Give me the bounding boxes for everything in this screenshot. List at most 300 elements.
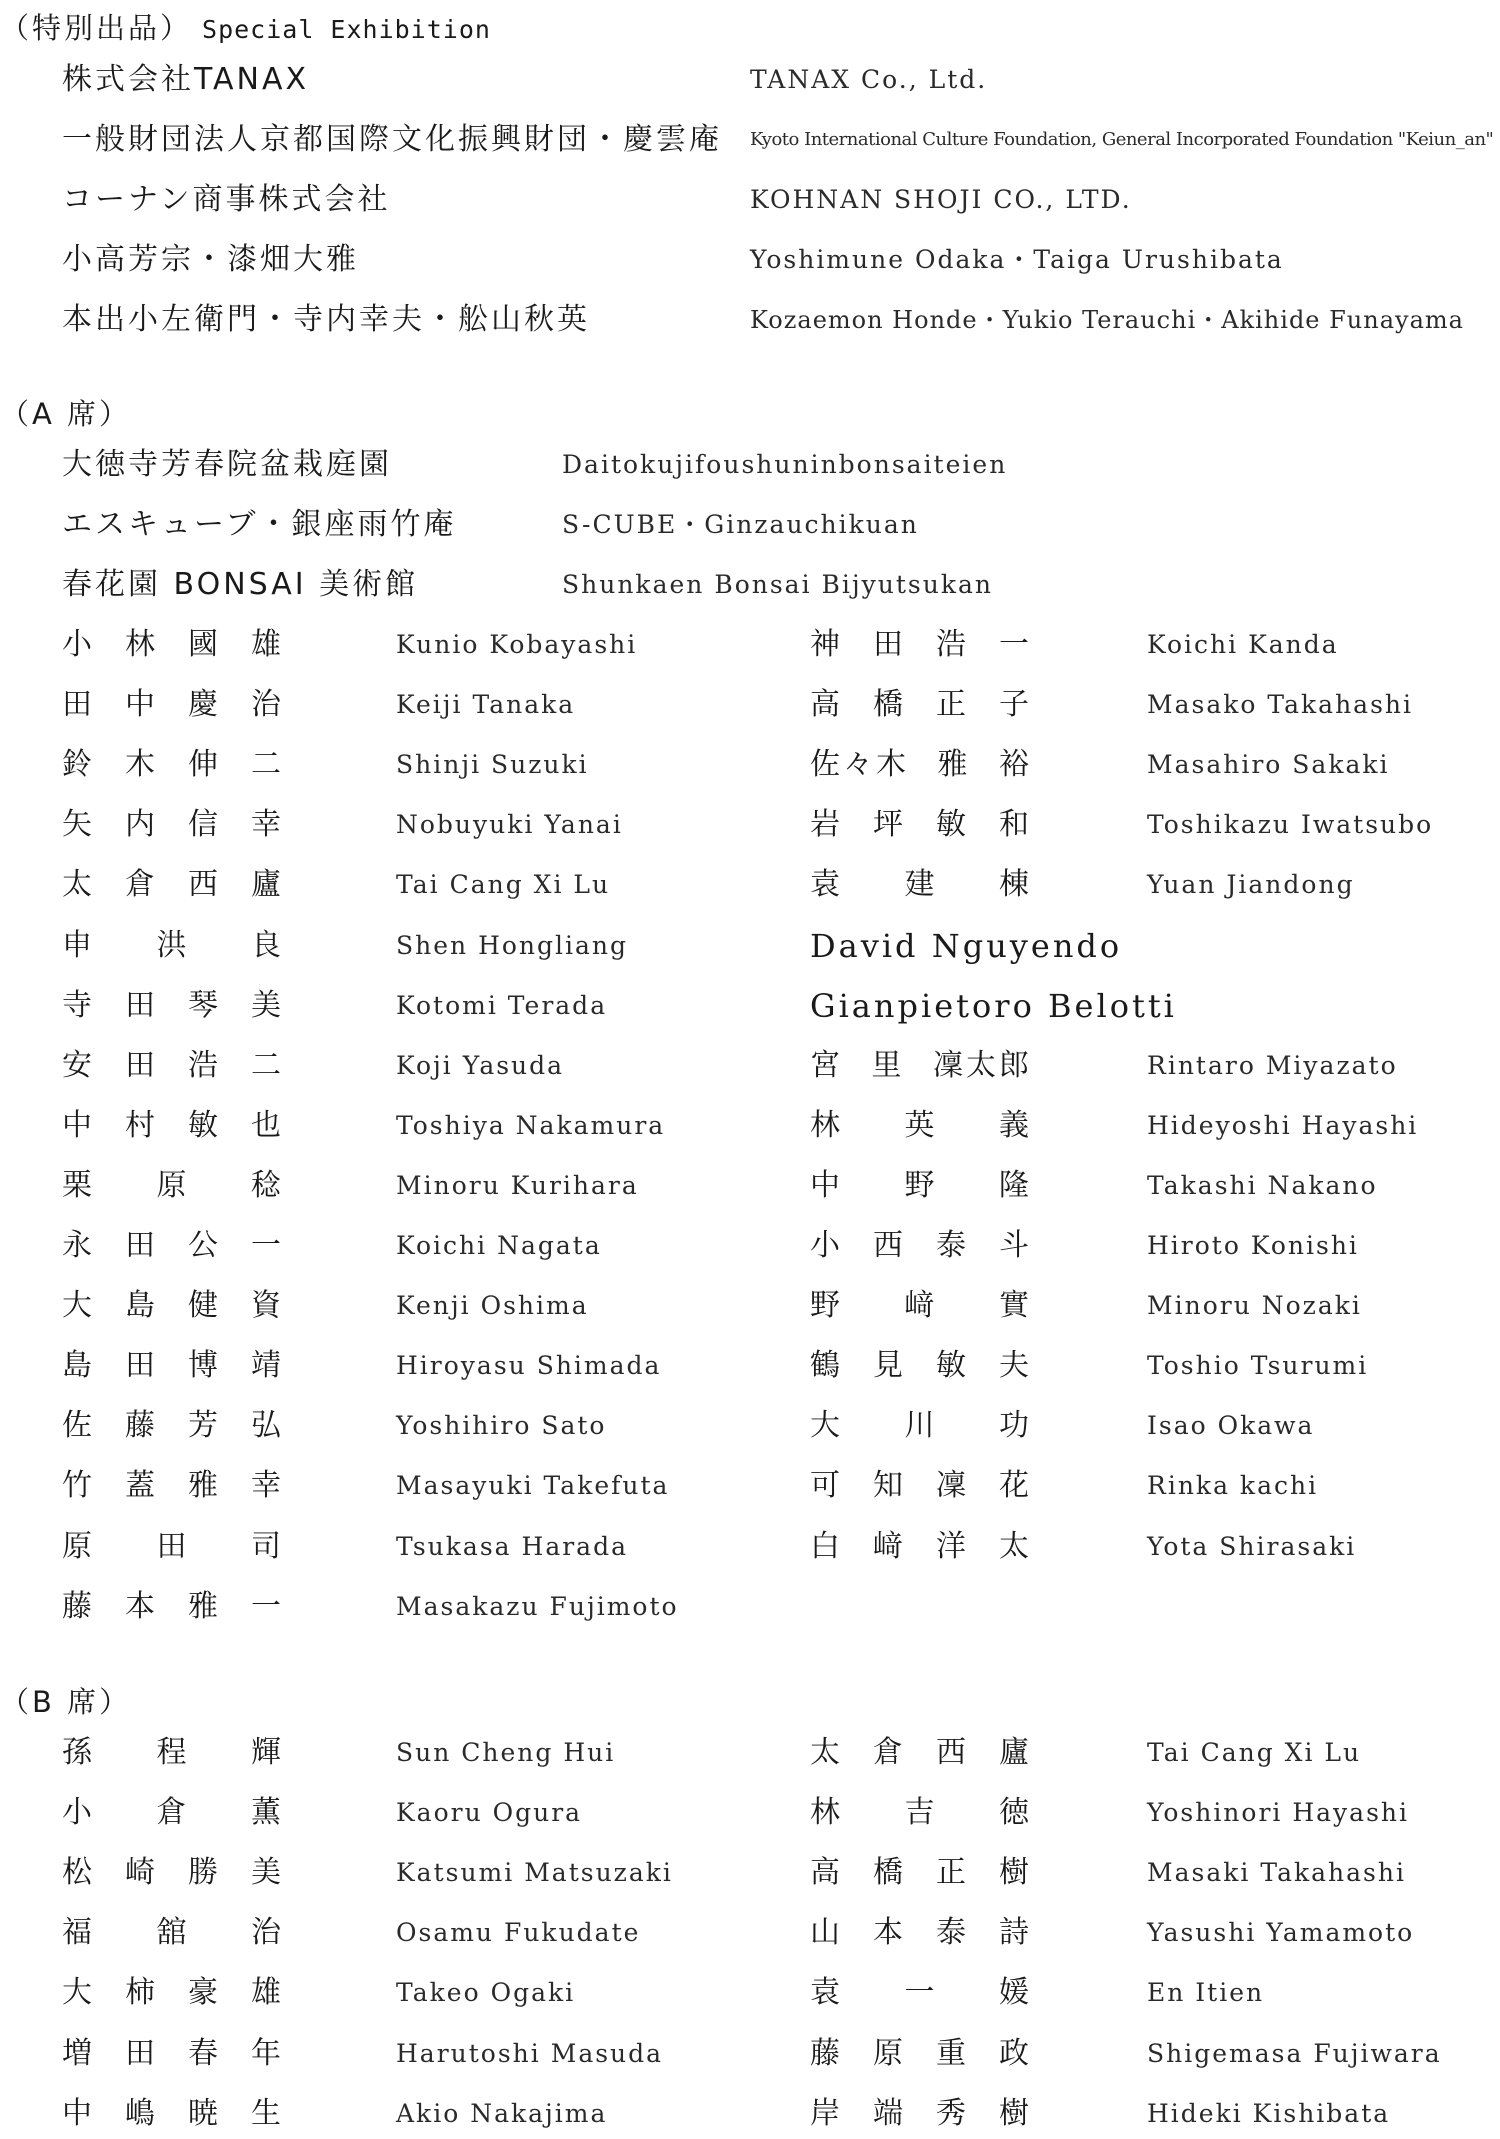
name-row	[0, 1908, 1500, 1958]
name-jp-char: 治	[251, 687, 284, 723]
name-jp-char: 良	[251, 927, 284, 963]
name-row	[0, 680, 1500, 730]
name-row	[0, 1522, 1500, 1572]
name-jp-char: 重	[936, 2035, 969, 2071]
name-jp-char: 橋	[873, 1855, 906, 1891]
name-jp-char: 中	[125, 687, 158, 723]
name-jp-char: 洪	[156, 927, 190, 963]
name-row	[0, 921, 1500, 971]
name-jp-char: 岩	[810, 807, 843, 843]
special-row-jp: 小高芳宗・漆畑大雅	[62, 242, 359, 277]
a-seat-org-row	[0, 500, 1500, 550]
name-jp-char: 林	[810, 1107, 843, 1143]
name-jp	[62, 1401, 284, 1451]
name-row	[0, 1968, 1500, 2018]
name-jp-char: 袁	[810, 1975, 843, 2011]
name-jp	[810, 1041, 1032, 1091]
name-jp-char: 野	[904, 1167, 938, 1203]
name-jp-char: 一	[251, 1228, 284, 1263]
name-row	[0, 981, 1500, 1031]
name-jp-char: 小	[810, 1228, 843, 1263]
a-seat-heading: （A 席）	[0, 397, 132, 431]
name-jp-char: 大	[62, 1288, 95, 1324]
name-jp	[810, 1341, 1032, 1391]
special-row-en: Kozaemon Honde・Yukio Terauchi・Akihide Funayama	[750, 306, 1464, 334]
special-row-jp: 本出小左衛門・寺内幸夫・舩山秋英	[62, 302, 590, 337]
name-jp-char: 中	[62, 1107, 95, 1143]
special-heading-jp: （特別出品）	[0, 11, 193, 45]
name-en: Katsumi Matsuzaki	[396, 1858, 673, 1888]
name-jp-char: 一	[999, 627, 1032, 662]
name-jp	[62, 1522, 284, 1572]
name-jp-char: 申	[62, 927, 95, 963]
special-row-en: KOHNAN SHOJI CO., LTD.	[750, 185, 1132, 214]
name-jp-char: 伸	[188, 747, 221, 783]
name-en: Sun Cheng Hui	[396, 1738, 616, 1767]
name-row	[0, 1341, 1500, 1391]
name-row	[0, 2089, 1500, 2139]
name-jp-char: 安	[62, 1047, 95, 1083]
name-jp-char: 倉	[125, 867, 158, 903]
name-jp-char: 田	[873, 627, 906, 662]
name-jp-char: 信	[188, 807, 221, 843]
name-jp-char: 樹	[999, 2095, 1032, 2131]
org-name-jp: 大徳寺芳春院盆栽庭園	[62, 447, 392, 482]
name-en: Shen Hongliang	[396, 930, 629, 960]
name-jp-char: 詩	[999, 1915, 1032, 1951]
name-en: Rintaro Miyazato	[1147, 1050, 1398, 1080]
name-en: Osamu Fukudate	[396, 1918, 641, 1948]
name-jp-char: 本	[873, 1915, 906, 1951]
name-jp-char: 田	[125, 1228, 158, 1263]
name-jp-char: 凜	[936, 1468, 969, 1504]
special-row	[0, 55, 1500, 105]
name-jp	[62, 860, 284, 910]
name-jp	[62, 921, 284, 971]
name-jp-char: 永	[62, 1228, 95, 1263]
name-en: Nobuyuki Yanai	[396, 810, 623, 840]
a-seat-org-row	[0, 560, 1500, 610]
name-jp-char: 敏	[936, 1348, 969, 1384]
name-jp-char: 崎	[125, 1855, 158, 1891]
name-jp-char: 中	[62, 2095, 95, 2131]
name-jp-char: 川	[904, 1408, 938, 1444]
name-en: Masaki Takahashi	[1147, 1858, 1406, 1888]
name-jp-char: 暁	[188, 2095, 221, 2131]
name-jp-char: 松	[62, 1855, 95, 1891]
name-jp	[62, 620, 284, 670]
name-jp	[810, 1401, 1032, 1451]
name-jp	[810, 2029, 1032, 2079]
name-jp	[62, 1582, 284, 1632]
name-en: Toshiya Nakamura	[396, 1110, 666, 1140]
name-jp-char: 鈴	[62, 747, 95, 783]
name-en: Rinka kachi	[1147, 1471, 1319, 1501]
name-jp	[62, 2029, 284, 2079]
special-row-jp: 株式会社TANAX	[62, 62, 310, 97]
name-jp	[62, 1281, 284, 1331]
name-jp-char: 舘	[156, 1915, 190, 1951]
name-jp-char: 藤	[810, 2035, 843, 2071]
name-jp-char: 正	[936, 687, 969, 723]
special-row-en: TANAX Co., Ltd.	[750, 65, 988, 94]
name-jp	[62, 1101, 284, 1151]
name-jp-char: 泰	[936, 1228, 969, 1263]
name-wide: David Nguyendo	[810, 926, 1123, 965]
name-jp-char: 雅	[937, 747, 971, 783]
name-jp-char: 木	[125, 747, 158, 783]
name-en: Kotomi Terada	[396, 990, 608, 1020]
name-jp	[810, 1101, 1032, 1151]
name-jp-char: 可	[810, 1468, 843, 1504]
name-jp-char: 斗	[999, 1228, 1032, 1263]
name-jp	[810, 860, 1032, 910]
name-jp-char: 弘	[251, 1408, 284, 1444]
name-jp-char: 端	[873, 2095, 906, 2131]
b-seat-heading: （B 席）	[0, 1685, 132, 1719]
name-jp-char: 﨑	[873, 1528, 906, 1564]
name-jp-char: 凜太郎	[933, 1047, 1032, 1083]
name-en: Koji Yasuda	[396, 1050, 565, 1080]
name-jp-char: 美	[251, 1855, 284, 1891]
name-jp-char: 栗	[62, 1167, 95, 1203]
name-jp-char: 芳	[188, 1408, 221, 1444]
name-jp	[62, 1161, 284, 1211]
name-jp-char: 勝	[188, 1855, 221, 1891]
name-jp-char: 敏	[936, 807, 969, 843]
name-jp-char: 坪	[873, 807, 906, 843]
name-en: Hiroto Konishi	[1147, 1231, 1359, 1260]
name-en: Masahiro Sakaki	[1147, 750, 1390, 780]
name-en: Koichi Nagata	[396, 1231, 602, 1260]
name-jp-char: 林	[810, 1795, 843, 1831]
name-jp-char: 孫	[62, 1735, 95, 1770]
name-jp-char: 博	[188, 1348, 221, 1384]
name-jp-char: 雄	[251, 1975, 284, 2011]
name-jp-char: 國	[188, 627, 221, 662]
special-row-jp: 一般財団法人京都国際文化振興財団・慶雲庵	[62, 122, 722, 157]
name-en: Hiroyasu Shimada	[396, 1351, 662, 1381]
name-jp	[62, 1461, 284, 1511]
name-jp-char: 藤	[62, 1588, 95, 1624]
name-jp	[62, 981, 284, 1031]
name-en: Koichi Kanda	[1147, 630, 1339, 659]
name-row	[0, 1161, 1500, 1211]
name-jp-char: 也	[251, 1107, 284, 1143]
name-jp-char: 幸	[251, 807, 284, 843]
name-jp-char: 村	[125, 1107, 158, 1143]
name-en: Harutoshi Masuda	[396, 2038, 664, 2068]
name-jp-char: 田	[125, 1348, 158, 1384]
name-jp-char: 野	[810, 1288, 843, 1324]
name-wide: Gianpietoro Belotti	[810, 986, 1177, 1025]
name-en: Yuan Jiandong	[1147, 870, 1355, 900]
name-jp-char: 倉	[156, 1795, 190, 1831]
name-jp-char: 薫	[251, 1795, 284, 1831]
name-jp	[62, 800, 284, 850]
name-jp	[62, 1221, 284, 1271]
name-jp-char: 義	[999, 1107, 1032, 1143]
name-jp-char: 神	[810, 627, 843, 662]
name-jp-char: 大	[62, 1975, 95, 2011]
name-jp	[810, 1968, 1032, 2018]
special-row	[0, 235, 1500, 285]
name-en: Isao Okawa	[1147, 1411, 1315, 1441]
name-row	[0, 1728, 1500, 1778]
name-jp-char: 田	[125, 1047, 158, 1083]
name-row	[0, 1221, 1500, 1271]
name-row	[0, 1281, 1500, 1331]
name-jp-char: 樹	[999, 1855, 1032, 1891]
name-jp	[810, 2089, 1032, 2139]
name-jp	[810, 1728, 1032, 1778]
name-jp-char: 雄	[251, 627, 284, 662]
name-row	[0, 1461, 1500, 1511]
name-jp-char: 隆	[999, 1167, 1032, 1203]
name-jp	[62, 1728, 284, 1778]
name-row	[0, 1401, 1500, 1451]
name-jp-char: 西	[188, 867, 221, 903]
name-jp-char: 知	[873, 1468, 906, 1504]
name-jp-char: 佐々木	[810, 747, 909, 783]
name-jp-char: 小	[62, 1795, 95, 1831]
name-jp-char: 太	[999, 1528, 1032, 1564]
name-jp-char: 袁	[810, 867, 843, 903]
name-jp-char: 美	[251, 987, 284, 1023]
a-seat-org-row	[0, 440, 1500, 490]
special-row	[0, 295, 1500, 345]
name-jp-char: 林	[125, 627, 158, 662]
name-jp-char: 程	[156, 1735, 190, 1770]
name-jp-char: 花	[999, 1468, 1032, 1504]
name-jp-char: 媛	[999, 1975, 1032, 2011]
name-jp-char: 見	[873, 1348, 906, 1384]
name-jp	[810, 1788, 1032, 1838]
name-en: Akio Nakajima	[396, 2098, 608, 2128]
org-name-en: S-CUBE・Ginzauchikuan	[562, 510, 919, 539]
name-jp-char: 田	[125, 987, 158, 1023]
name-jp	[62, 1341, 284, 1391]
name-en: Shigemasa Fujiwara	[1147, 2038, 1442, 2068]
name-jp-char: 建	[904, 867, 938, 903]
special-row	[0, 115, 1500, 165]
name-en: Minoru Nozaki	[1147, 1291, 1362, 1321]
special-row	[0, 175, 1500, 225]
name-jp-char: 蓋	[125, 1468, 158, 1504]
name-en: Yota Shirasaki	[1147, 1531, 1357, 1561]
name-jp	[810, 1281, 1032, 1331]
name-jp-char: 秀	[936, 2095, 969, 2131]
name-en: Minoru Kurihara	[396, 1170, 639, 1200]
name-jp-char: 浩	[188, 1047, 221, 1083]
name-jp	[810, 1848, 1032, 1898]
name-jp-char: 公	[188, 1228, 221, 1263]
name-jp-char: 廬	[999, 1735, 1032, 1770]
name-en: Yoshinori Hayashi	[1147, 1798, 1410, 1828]
name-jp-char: 西	[936, 1735, 969, 1770]
name-row	[0, 800, 1500, 850]
name-jp	[810, 1221, 1032, 1271]
name-jp-char: 藤	[125, 1408, 158, 1444]
name-en: Takashi Nakano	[1147, 1170, 1378, 1200]
name-jp-char: 島	[62, 1348, 95, 1384]
name-jp-char: 原	[873, 2035, 906, 2071]
name-jp	[62, 1848, 284, 1898]
name-jp-char: 本	[125, 1588, 158, 1624]
name-jp	[810, 680, 1032, 730]
name-jp	[810, 1908, 1032, 1958]
name-jp-char: 里	[871, 1047, 905, 1083]
name-en: Keiji Tanaka	[396, 690, 576, 720]
name-jp-char: 琴	[188, 987, 221, 1023]
name-jp-char: 﨑	[904, 1288, 938, 1324]
name-jp-char: 洋	[936, 1528, 969, 1564]
name-en: Shinji Suzuki	[396, 750, 589, 780]
name-en: Tai Cang Xi Lu	[1147, 1738, 1362, 1767]
name-jp	[810, 740, 1032, 790]
name-jp-char: 高	[810, 1855, 843, 1891]
name-jp-char: 原	[62, 1528, 95, 1564]
name-en: Yoshihiro Sato	[396, 1411, 607, 1441]
special-heading-en: Special Exhibition	[202, 15, 491, 44]
name-jp-char: 浩	[936, 627, 969, 662]
name-en: Kaoru Ogura	[396, 1798, 583, 1828]
name-jp	[62, 1908, 284, 1958]
name-row	[0, 2029, 1500, 2079]
name-jp	[62, 1041, 284, 1091]
name-jp-char: 吉	[904, 1795, 938, 1831]
name-row	[0, 860, 1500, 910]
special-row-en: Yoshimune Odaka・Taiga Urushibata	[750, 245, 1284, 274]
name-jp-char: 二	[251, 747, 284, 783]
name-jp-char: 寺	[62, 987, 95, 1023]
name-jp-char: 棟	[999, 867, 1032, 903]
name-jp-char: 資	[251, 1288, 284, 1324]
name-jp-char: 正	[936, 1855, 969, 1891]
special-row-en: Kyoto International Culture Foundation, General Incorporated Foundation "Keiun_an"	[750, 129, 1494, 150]
name-en: Toshio Tsurumi	[1147, 1351, 1369, 1381]
name-jp	[62, 2089, 284, 2139]
name-jp-char: 英	[904, 1107, 938, 1143]
name-jp-char: 佐	[62, 1408, 95, 1444]
name-jp-char: 功	[999, 1408, 1032, 1444]
name-jp-char: 徳	[999, 1795, 1032, 1831]
name-jp-char: 柿	[125, 1975, 158, 2011]
special-exhibition-heading	[0, 6, 491, 47]
name-row	[0, 620, 1500, 670]
name-jp-char: 生	[251, 2095, 284, 2131]
name-jp-char: 治	[251, 1915, 284, 1951]
name-row	[0, 1041, 1500, 1091]
name-en: Tsukasa Harada	[396, 1531, 628, 1561]
name-jp	[810, 620, 1032, 670]
org-name-en: Shunkaen Bonsai Bijyutsukan	[562, 570, 994, 599]
special-row-jp: コーナン商事株式会社	[62, 182, 391, 217]
name-jp-char: 島	[125, 1288, 158, 1324]
name-jp-char: 和	[999, 807, 1032, 843]
name-jp-char: 二	[251, 1047, 284, 1083]
name-jp-char: 靖	[251, 1348, 284, 1384]
name-jp	[62, 740, 284, 790]
name-jp	[810, 1522, 1032, 1572]
name-jp-char: 稔	[251, 1167, 284, 1203]
name-jp-char: 政	[999, 2035, 1032, 2071]
name-jp-char: 山	[810, 1915, 843, 1951]
name-jp-char: 裕	[999, 747, 1032, 783]
name-jp-char: 高	[810, 687, 843, 723]
name-jp-char: 子	[999, 687, 1032, 723]
name-jp-char: 司	[251, 1528, 284, 1564]
name-jp-char: 雅	[188, 1468, 221, 1504]
name-jp-char: 竹	[62, 1468, 95, 1504]
name-jp-char: 太	[810, 1735, 843, 1770]
name-row	[0, 740, 1500, 790]
name-jp-char: 健	[188, 1288, 221, 1324]
name-jp-char: 田	[62, 687, 95, 723]
name-jp-char: 豪	[188, 1975, 221, 2011]
name-en: Hideyoshi Hayashi	[1147, 1110, 1419, 1140]
name-jp-char: 一	[251, 1588, 284, 1624]
name-en: Masako Takahashi	[1147, 690, 1414, 720]
name-jp-char: 宮	[810, 1047, 843, 1083]
name-jp-char: 白	[810, 1528, 843, 1564]
name-jp-char: 泰	[936, 1915, 969, 1951]
name-jp-char: 福	[62, 1915, 95, 1951]
name-jp-char: 矢	[62, 807, 95, 843]
name-jp-char: 岸	[810, 2095, 843, 2131]
org-name-jp: 春花園 BONSAI 美術館	[62, 567, 419, 602]
name-en: Takeo Ogaki	[396, 1978, 576, 2008]
name-jp-char: 太	[62, 867, 95, 903]
name-jp-char: 鶴	[810, 1348, 843, 1384]
name-jp-char: 倉	[873, 1735, 906, 1770]
name-en: Toshikazu Iwatsubo	[1147, 810, 1434, 840]
name-en: Kenji Oshima	[396, 1291, 589, 1321]
name-jp-char: 春	[188, 2035, 221, 2071]
name-en: Tai Cang Xi Lu	[396, 870, 611, 900]
name-jp-char: 増	[62, 2035, 95, 2071]
name-en: Yasushi Yamamoto	[1147, 1918, 1415, 1948]
name-jp-char: 小	[62, 627, 95, 662]
name-row	[0, 1788, 1500, 1838]
name-jp	[62, 1788, 284, 1838]
name-row	[0, 1848, 1500, 1898]
name-en: En Itien	[1147, 1978, 1265, 2008]
name-jp-char: 大	[810, 1408, 843, 1444]
name-jp-char: 年	[251, 2035, 284, 2071]
name-en: Masayuki Takefuta	[396, 1471, 670, 1501]
name-jp	[62, 680, 284, 730]
org-name-jp: エスキューブ・銀座雨竹庵	[62, 507, 457, 542]
name-jp-char: 田	[156, 1528, 190, 1564]
name-jp-char: 幸	[251, 1468, 284, 1504]
name-jp-char: 廬	[251, 867, 284, 903]
name-jp-char: 雅	[188, 1588, 221, 1624]
name-en: Kunio Kobayashi	[396, 630, 638, 659]
name-jp	[810, 1161, 1032, 1211]
name-jp	[810, 1461, 1032, 1511]
name-jp-char: 嶋	[125, 2095, 158, 2131]
name-row	[0, 1101, 1500, 1151]
name-jp-char: 慶	[188, 687, 221, 723]
name-jp-char: 輝	[251, 1735, 284, 1770]
name-jp-char: 實	[999, 1288, 1032, 1324]
name-jp-char: 原	[156, 1167, 190, 1203]
name-jp-char: 一	[904, 1975, 938, 2011]
name-en: Hideki Kishibata	[1147, 2098, 1391, 2128]
name-jp	[810, 800, 1032, 850]
name-jp-char: 内	[125, 807, 158, 843]
